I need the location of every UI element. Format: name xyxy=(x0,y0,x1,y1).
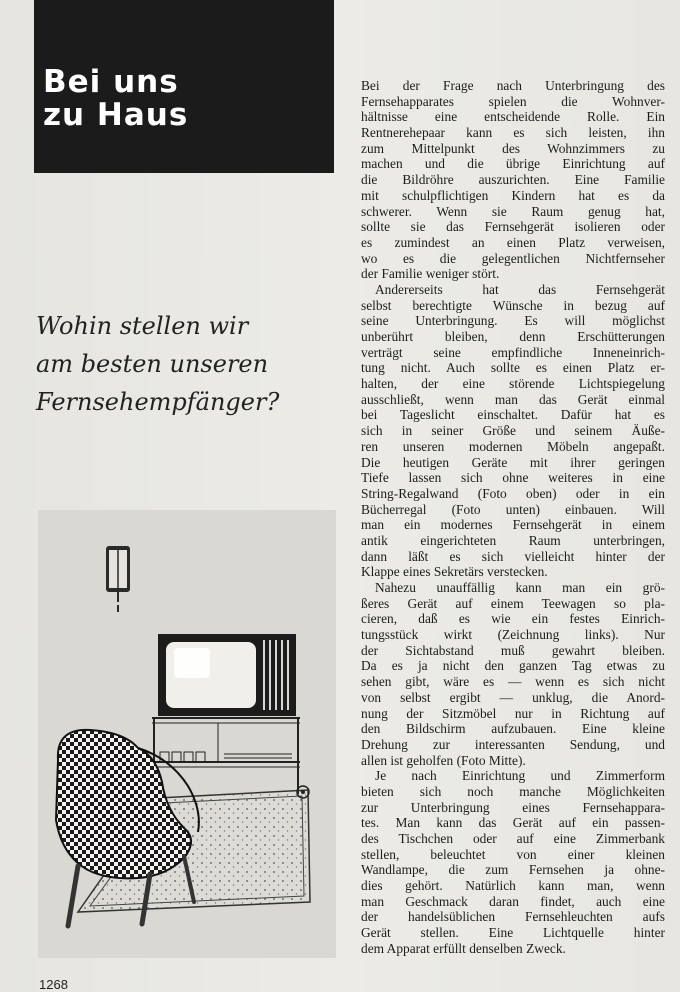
body-line: Drehung zur interessanten Sendung, und xyxy=(361,736,665,752)
body-line: halten, der eine störende Lichtspiegelung xyxy=(361,376,665,392)
body-line: Nahezu unauffällig kann man ein grö- xyxy=(375,580,665,595)
body-line: Gerät stellen. Eine Lichtquelle hinter xyxy=(361,925,665,941)
body-line: cieren, daß es wie ein festes Einrich- xyxy=(361,611,665,627)
body-line: zum Mittelpunkt des Wohnzimmers zu xyxy=(361,140,665,156)
body-line: bei Tageslicht einschaltet. Dafür hat es xyxy=(361,407,665,423)
body-line: Bücherregal (Foto unten) einbauen. Will xyxy=(361,501,665,517)
title-block xyxy=(34,0,334,173)
body-line: sehen gibt, wäre es — wenn es sich nicht xyxy=(361,674,665,690)
article-title xyxy=(43,66,188,132)
body-line: seine Unterbringung. Es will möglichst xyxy=(361,313,665,329)
body-line: Je nach Einrichtung und Zimmerform xyxy=(375,768,665,784)
body-line: von selbst ergibt — unklug, die Anord- xyxy=(361,689,665,705)
body-line: ren unseren modernen Möbeln angepaßt. xyxy=(361,438,665,454)
body-line: Bei der Frage nach Unterbringung des xyxy=(361,78,665,93)
body-line: den Bildschirm aufzubauen. Eine kleine xyxy=(361,721,665,737)
body-line: Klappe eines Sekretärs verstecken. xyxy=(361,564,548,580)
body-line: Rentnerehepaar kann es sich leisten, ihn xyxy=(361,125,665,141)
subtitle-line: am besten unseren xyxy=(36,350,269,378)
body-line: der Familie weniger stört. xyxy=(361,266,500,282)
subtitle-line: Fernsehempfänger? xyxy=(36,388,280,416)
body-line: selbst berechtigte Wünsche in bezug auf xyxy=(361,297,665,313)
tea-cart-icon xyxy=(152,718,309,798)
body-line: der Sichtabstand muß gewahrt bleiben. xyxy=(361,642,665,658)
body-line: dies gehört. Natürlich kann man, wenn xyxy=(361,878,665,894)
body-line: sollte sie das Fernsehgerät isolieren oder xyxy=(361,219,665,235)
body-line: bieten sich noch manche Möglichkeiten xyxy=(361,783,665,799)
body-line: allen ist geholfen (Foto Mitte). xyxy=(361,752,526,768)
body-line: ausschließt, wenn man das Gerät einmal xyxy=(361,391,665,407)
body-line: stellen, beleuchtet von einer kleinen xyxy=(361,846,665,862)
body-line: der handelsüblichen Fernsehleuchten aufs xyxy=(361,909,665,925)
page-number: 1268 xyxy=(39,977,68,992)
body-line: schwerer. Wenn sie Raum genug hat, xyxy=(361,203,665,219)
title-line: Bei uns xyxy=(43,64,179,100)
body-line: nung der Sitzmöbel nur in Richtung auf xyxy=(361,705,665,721)
body-line: Andererseits hat das Fernsehgerät xyxy=(375,281,665,297)
body-line: mit schulpflichtigen Kindern hat es da xyxy=(361,187,665,203)
body-line: hältnisse eine entscheidende Rolle. Ein xyxy=(361,109,665,125)
wall-lamp-icon xyxy=(106,546,130,612)
body-line: String-Regalwand (Foto oben) oder in ein xyxy=(361,485,665,501)
body-line: man Geschmack daran findet, auch eine xyxy=(361,893,665,909)
article-subtitle xyxy=(36,307,336,421)
body-line: die Bildröhre auszurichten. Eine Familie xyxy=(361,172,665,188)
body-line: man ein modernes Fernsehgerät in einem xyxy=(361,517,665,533)
body-line: unberührt bleiben, denn Erschütterungen xyxy=(361,329,665,344)
body-line: Da es ja nicht den ganzen Tag etwas zu xyxy=(361,658,665,674)
body-line: antik eingerichteten Raum unterbringen, xyxy=(361,532,665,548)
article-body xyxy=(361,78,665,957)
body-line: machen und die übrige Einrichtung auf xyxy=(361,156,665,172)
body-line: tes. Man kann das Gerät auf ein passen- xyxy=(361,815,665,831)
body-line: tungsstück wirkt (Zeichnung links). Nur xyxy=(361,627,665,643)
body-line: zur Unterbringung eines Fernsehappara- xyxy=(361,799,665,815)
body-line: es zumindest an einen Platz verweisen, xyxy=(361,234,665,250)
subtitle-line: Wohin stellen wir xyxy=(36,312,249,340)
body-line: verträgt seine empfindliche Inneneinrich- xyxy=(361,344,665,360)
body-line: dann läßt es sich vielleicht hinter der xyxy=(361,548,665,564)
body-line: Tiefe lassen sich ohne weiteres in eine xyxy=(361,470,665,486)
body-line: ßeres Gerät auf einem Teewagen so pla- xyxy=(361,595,665,611)
television-icon xyxy=(158,634,296,716)
body-line: Wandlampe, die zum Fernsehen ja ohne- xyxy=(361,862,665,878)
body-line: wo es die gelegentlichen Nichtfernseher xyxy=(361,250,665,266)
body-line: des Tischchen oder auf eine Zimmerbank xyxy=(361,831,665,846)
title-line: zu Haus xyxy=(43,97,189,133)
body-line: tung nicht. Auch sollte es einen Platz er- xyxy=(361,360,665,376)
body-line: sich in seiner Größe und seinem Äuße- xyxy=(361,423,665,439)
tv-illustration xyxy=(38,510,336,958)
body-line: dem Apparat erfüllt denselben Zweck. xyxy=(361,940,566,956)
body-line: Die heutigen Geräte mit ihrer geringen xyxy=(361,454,665,470)
body-line: Fernsehapparates spielen die Wohnver- xyxy=(361,93,665,109)
